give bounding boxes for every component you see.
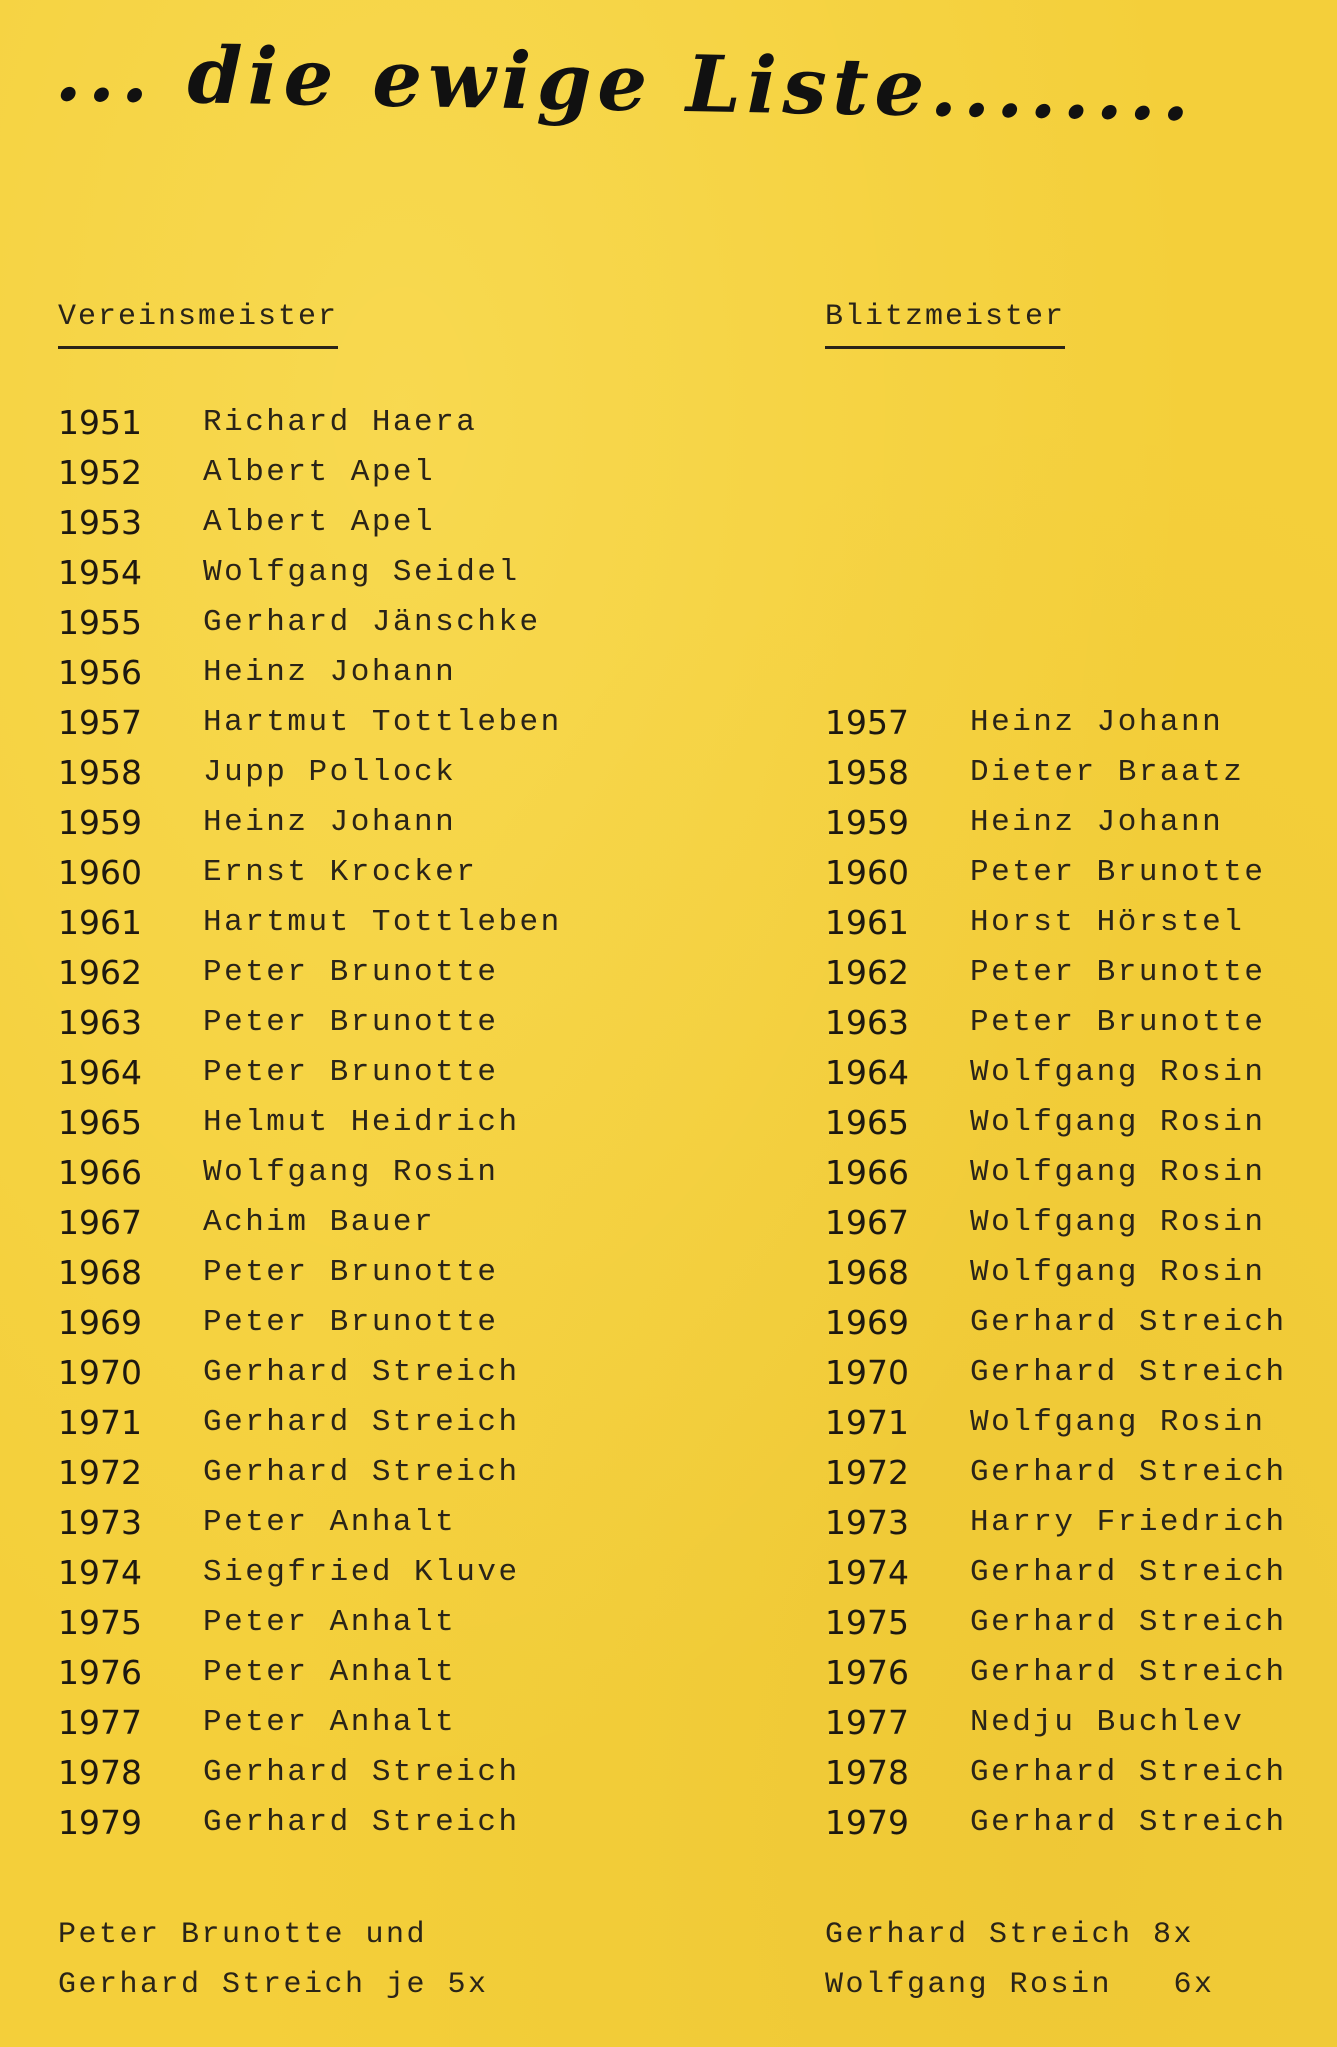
year-label: 1952 [58, 452, 142, 492]
champion-name: Heinz Johann [970, 804, 1224, 840]
champion-name: Heinz Johann [203, 804, 457, 840]
year-label: 1953 [58, 502, 142, 542]
list-item [58, 1597, 562, 1647]
list-item [825, 1047, 1287, 1097]
heading-underline [825, 346, 1065, 349]
list-item [825, 1297, 1287, 1347]
champion-name: Gerhard Streich [970, 1604, 1287, 1640]
list-item [825, 1347, 1287, 1397]
year-label: 1967 [58, 1202, 142, 1242]
champion-name: Jupp Pollock [203, 754, 457, 790]
year-label: 1974 [58, 1552, 142, 1592]
year-label: 1958 [825, 752, 909, 792]
summary-line: Gerhard Streich 8x [825, 1918, 1195, 1952]
year-label: 1961 [825, 902, 909, 942]
year-label: 1973 [825, 1502, 909, 1542]
list-item [825, 897, 1287, 947]
champion-name: Wolfgang Seidel [203, 554, 520, 590]
champion-name: Gerhard Streich [970, 1554, 1287, 1590]
year-label: 1966 [58, 1152, 142, 1192]
year-label: 1971 [825, 1402, 909, 1442]
champion-name: Gerhard Streich [970, 1454, 1287, 1490]
year-label: 1957 [825, 702, 909, 742]
column-heading-blitzmeister [825, 300, 1065, 349]
champion-name: Peter Brunotte [970, 854, 1266, 890]
year-label: 1975 [825, 1602, 909, 1642]
year-label: 1974 [825, 1552, 909, 1592]
list-item [825, 1397, 1287, 1447]
year-label: 1977 [58, 1702, 142, 1742]
list-item [58, 1147, 562, 1197]
list-item [825, 1247, 1287, 1297]
champion-name: Peter Anhalt [203, 1504, 457, 1540]
year-label: 1972 [58, 1452, 142, 1492]
champion-name: Peter Brunotte [970, 1004, 1266, 1040]
champion-name: Hartmut Tottleben [203, 904, 562, 940]
list-item [58, 997, 562, 1047]
year-label: 1965 [825, 1102, 909, 1142]
list-item [58, 497, 562, 547]
list-item [825, 1597, 1287, 1647]
champion-name: Gerhard Streich [203, 1454, 520, 1490]
year-label: 1966 [825, 1152, 909, 1192]
champion-name: Wolfgang Rosin [970, 1404, 1266, 1440]
year-label: 1961 [58, 902, 142, 942]
champion-name: Gerhard Streich [970, 1754, 1287, 1790]
champion-name: Peter Brunotte [203, 1054, 499, 1090]
year-label: 1979 [825, 1802, 909, 1842]
year-label: 1956 [58, 652, 142, 692]
list-item [58, 597, 562, 647]
list-item [825, 947, 1287, 997]
champion-name: Wolfgang Rosin [203, 1154, 499, 1190]
champion-name: Ernst Krocker [203, 854, 478, 890]
champion-name: Gerhard Streich [970, 1354, 1287, 1390]
list-item [825, 847, 1287, 897]
list-item [58, 1697, 562, 1747]
year-label: 1970 [825, 1352, 909, 1392]
champion-name: Richard Haera [203, 404, 478, 440]
year-label: 1978 [825, 1752, 909, 1792]
list-item [58, 847, 562, 897]
year-label: 1973 [58, 1502, 142, 1542]
list-item [58, 1397, 562, 1447]
champion-name: Peter Brunotte [203, 954, 499, 990]
list-item [825, 1447, 1287, 1497]
year-label: 1954 [58, 552, 142, 592]
champion-name: Wolfgang Rosin [970, 1154, 1266, 1190]
year-label: 1969 [58, 1302, 142, 1342]
champion-name: Gerhard Streich [203, 1404, 520, 1440]
champion-name: Helmut Heidrich [203, 1104, 520, 1140]
champion-name: Heinz Johann [203, 654, 457, 690]
list-item [825, 997, 1287, 1047]
year-label: 1976 [58, 1652, 142, 1692]
year-label: 1951 [58, 402, 142, 442]
champion-name: Albert Apel [203, 454, 436, 490]
champion-name: Wolfgang Rosin [970, 1104, 1266, 1140]
champion-name: Gerhard Streich [203, 1804, 520, 1840]
list-item [58, 897, 562, 947]
vereinsmeister-summary [58, 1910, 489, 2010]
list-item [825, 1547, 1287, 1597]
list-item [825, 1197, 1287, 1247]
champion-name: Wolfgang Rosin [970, 1204, 1266, 1240]
list-item [825, 797, 1287, 847]
year-label: 1977 [825, 1702, 909, 1742]
list-item [58, 697, 562, 747]
list-item [58, 1647, 562, 1697]
champion-name: Nedju Buchlev [970, 1704, 1245, 1740]
champion-name: Peter Brunotte [203, 1304, 499, 1340]
summary-line: Gerhard Streich je 5x [58, 1968, 489, 2002]
year-label: 1960 [58, 852, 142, 892]
heading-underline [58, 346, 338, 349]
champion-name: Peter Brunotte [970, 954, 1266, 990]
list-item [58, 1747, 562, 1797]
list-item [825, 1497, 1287, 1547]
year-label: 1958 [58, 752, 142, 792]
blitzmeister-list [825, 697, 1287, 1847]
champion-name: Hartmut Tottleben [203, 704, 562, 740]
year-label: 1964 [825, 1052, 909, 1092]
champion-name: Horst Hörstel [970, 904, 1245, 940]
list-item [825, 1747, 1287, 1797]
list-item [58, 1797, 562, 1847]
list-item [58, 797, 562, 847]
blitzmeister-summary [825, 1910, 1215, 2010]
year-label: 1968 [58, 1252, 142, 1292]
champion-name: Gerhard Streich [970, 1654, 1287, 1690]
summary-line: Wolfgang Rosin 6x [825, 1968, 1215, 2002]
list-item [825, 747, 1287, 797]
champion-name: Gerhard Streich [203, 1754, 520, 1790]
list-item [58, 1097, 562, 1147]
year-label: 1970 [58, 1352, 142, 1392]
list-item [58, 1047, 562, 1097]
column-heading-label: Blitzmeister [825, 300, 1066, 334]
year-label: 1969 [825, 1302, 909, 1342]
year-label: 1959 [58, 802, 142, 842]
list-item [825, 1647, 1287, 1697]
champion-name: Harry Friedrich [970, 1504, 1287, 1540]
list-item [58, 547, 562, 597]
list-item [58, 1547, 562, 1597]
summary-line: Peter Brunotte und [58, 1918, 428, 1952]
year-label: 1972 [825, 1452, 909, 1492]
year-label: 1962 [58, 952, 142, 992]
list-item [58, 747, 562, 797]
year-label: 1957 [58, 702, 142, 742]
year-label: 1964 [58, 1052, 142, 1092]
year-label: 1978 [58, 1752, 142, 1792]
list-item [58, 1447, 562, 1497]
champion-name: Albert Apel [203, 504, 436, 540]
champion-name: Dieter Braatz [970, 754, 1245, 790]
champion-name: Peter Brunotte [203, 1004, 499, 1040]
list-item [825, 1797, 1287, 1847]
year-label: 1979 [58, 1802, 142, 1842]
champion-name: Gerhard Streich [970, 1304, 1287, 1340]
list-item [825, 1147, 1287, 1197]
champion-name: Gerhard Streich [970, 1804, 1287, 1840]
champion-name: Peter Anhalt [203, 1704, 457, 1740]
champion-name: Peter Anhalt [203, 1654, 457, 1690]
year-label: 1955 [58, 602, 142, 642]
year-label: 1965 [58, 1102, 142, 1142]
vereinsmeister-list [58, 397, 562, 1847]
year-label: 1963 [825, 1002, 909, 1042]
year-label: 1962 [825, 952, 909, 992]
champion-name: Peter Brunotte [203, 1254, 499, 1290]
champion-name: Siegfried Kluve [203, 1554, 520, 1590]
list-item [58, 1197, 562, 1247]
handwritten-title: ... die ewige Liste........ [54, 28, 1197, 139]
list-item [825, 1097, 1287, 1147]
champion-name: Gerhard Streich [203, 1354, 520, 1390]
list-item [58, 1247, 562, 1297]
list-item [58, 397, 562, 447]
list-item [58, 447, 562, 497]
year-label: 1963 [58, 1002, 142, 1042]
list-item [58, 1297, 562, 1347]
list-item [58, 947, 562, 997]
year-label: 1968 [825, 1252, 909, 1292]
list-item [825, 697, 1287, 747]
list-item [58, 1347, 562, 1397]
year-label: 1975 [58, 1602, 142, 1642]
column-heading-vereinsmeister [58, 300, 338, 349]
champion-name: Wolfgang Rosin [970, 1054, 1266, 1090]
year-label: 1976 [825, 1652, 909, 1692]
year-label: 1967 [825, 1202, 909, 1242]
champion-name: Peter Anhalt [203, 1604, 457, 1640]
champion-name: Achim Bauer [203, 1204, 436, 1240]
champion-name: Heinz Johann [970, 704, 1224, 740]
column-heading-label: Vereinsmeister [58, 300, 339, 334]
champion-name: Gerhard Jänschke [203, 604, 541, 640]
year-label: 1971 [58, 1402, 142, 1442]
year-label: 1960 [825, 852, 909, 892]
year-label: 1959 [825, 802, 909, 842]
list-item [825, 1697, 1287, 1747]
champion-name: Wolfgang Rosin [970, 1254, 1266, 1290]
list-item [58, 1497, 562, 1547]
list-item [58, 647, 562, 697]
